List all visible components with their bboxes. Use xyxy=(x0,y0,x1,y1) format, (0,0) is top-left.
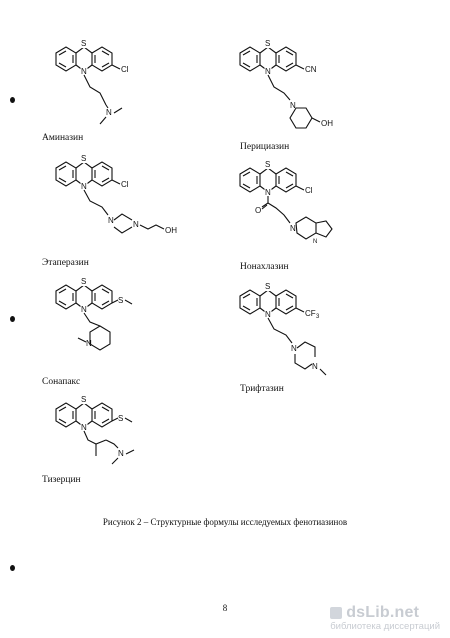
drug-name: Сонапакс xyxy=(42,377,81,387)
figure-caption: Рисунок 2 – Структурные формулы исследуемых фенотиазинов xyxy=(102,517,348,527)
substituent-label: S xyxy=(118,414,124,423)
amine-label: N xyxy=(291,344,297,353)
ring-sulfur: S xyxy=(81,395,87,404)
drug-name: Этаперазин xyxy=(42,258,89,268)
amine-label-2: N xyxy=(133,220,139,229)
carbonyl-label: O xyxy=(255,206,262,215)
ring-sulfur: S xyxy=(265,39,271,48)
ring-nitrogen: N xyxy=(81,305,87,314)
drug-name: Трифтазин xyxy=(240,384,284,394)
ring-nitrogen: N xyxy=(265,310,271,319)
hydroxy-label: OH xyxy=(165,226,177,235)
hydroxy-label: OH xyxy=(321,119,333,128)
ring-nitrogen: N xyxy=(81,67,87,76)
substituent-label: Cl xyxy=(121,180,129,189)
ring-nitrogen: N xyxy=(81,182,87,191)
amine-label: N xyxy=(86,339,92,348)
amine-label: N xyxy=(106,108,112,117)
amine-label: N xyxy=(290,101,296,110)
ring-nitrogen: N xyxy=(81,423,87,432)
ring-sulfur: S xyxy=(81,39,87,48)
amine-label: N xyxy=(118,449,124,458)
substituent-label: Cl xyxy=(305,186,313,195)
watermark[interactable] xyxy=(330,604,440,632)
amine-label: N xyxy=(290,224,296,233)
substituent-label: S xyxy=(118,296,124,305)
watermark-brand: dsLib.net xyxy=(346,604,420,621)
library-logo-icon xyxy=(330,607,342,619)
ring-sulfur: S xyxy=(81,154,87,163)
ring-nitrogen: N xyxy=(265,67,271,76)
bridge-nitrogen: N xyxy=(313,239,318,245)
ring-sulfur: S xyxy=(81,277,87,286)
drug-name: Нонахлазин xyxy=(240,262,289,272)
drug-name: Аминазин xyxy=(42,133,84,143)
ring-nitrogen: N xyxy=(265,188,271,197)
watermark-tagline: библиотека диссертаций xyxy=(330,621,440,632)
substituent-label: Cl xyxy=(121,65,129,74)
page-number: 8 xyxy=(222,603,228,613)
drug-name: Тизерцин xyxy=(42,475,81,485)
drug-name: Перициазин xyxy=(240,142,290,152)
substituent-label: CN xyxy=(305,65,317,74)
amine-label-2: N xyxy=(312,362,318,371)
ring-sulfur: S xyxy=(265,282,271,291)
substituent-subscript: 3 xyxy=(316,314,320,320)
substituent-label: CF xyxy=(305,309,316,318)
amine-label: N xyxy=(108,216,114,225)
ring-sulfur: S xyxy=(265,160,271,169)
